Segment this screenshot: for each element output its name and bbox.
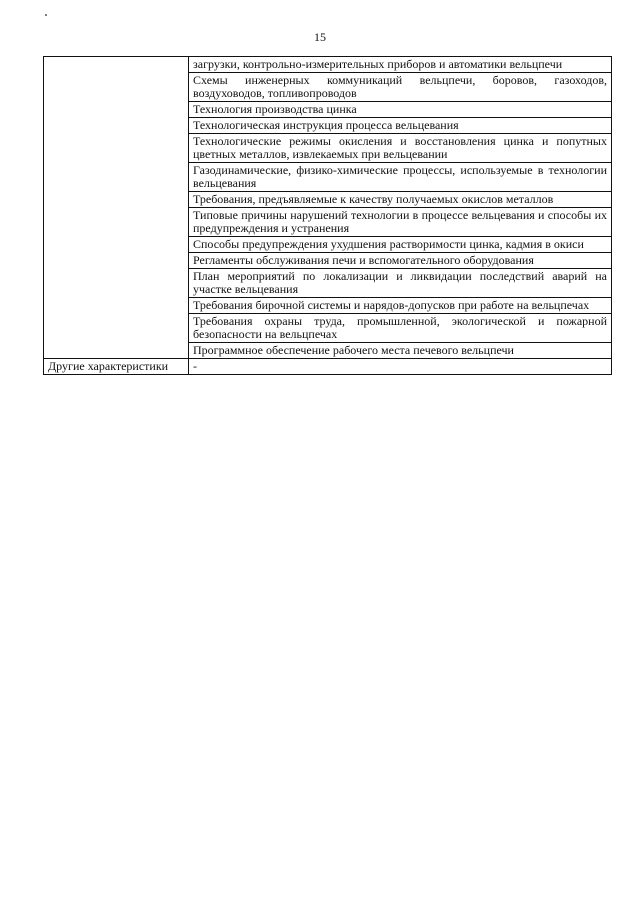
table-cell: Требования бирочной системы и нарядов-допусков при работе на вельцпечах [189, 298, 612, 314]
table-cell: Газодинамические, физико-химические процессы, используемые в технологии вельцевания [189, 163, 612, 192]
table-row-other-characteristics [44, 359, 612, 375]
table-cell: Схемы инженерных коммуникаций вельцпечи, боровов, газоходов, воздуховодов, топливопроводов [189, 73, 612, 102]
table-cell: Технологические режимы окисления и восстановления цинка и попутных цветных металлов, извлекаемых при вельцевании [189, 134, 612, 163]
table-cell: Требования охраны труда, промышленной, экологической и пожарной безопасности на вельцпечах [189, 314, 612, 343]
table-cell: Типовые причины нарушений технологии в процессе вельцевания и способы их предупреждения и устранения [189, 208, 612, 237]
other-characteristics-value: - [189, 359, 612, 375]
table-cell: Способы предупреждения ухудшения растворимости цинка, кадмия в окиси [189, 237, 612, 253]
scan-artifact-dot [45, 14, 47, 16]
table-cell: загрузки, контрольно-измерительных приборов и автоматики вельцпечи [189, 57, 612, 73]
table-cell: Требования, предъявляемые к качеству получаемых окислов металлов [189, 192, 612, 208]
page-number: 15 [314, 30, 326, 44]
table-cell: Регламенты обслуживания печи и вспомогательного оборудования [189, 253, 612, 269]
requirements-table [43, 56, 612, 375]
table-cell: Программное обеспечение рабочего места печевого вельцпечи [189, 343, 612, 359]
empty-label-cell [44, 57, 189, 359]
table-row [44, 57, 612, 73]
table-cell: Технология производства цинка [189, 102, 612, 118]
table-cell: План мероприятий по локализации и ликвидации последствий аварий на участке вельцевания [189, 269, 612, 298]
other-characteristics-label: Другие характеристики [44, 359, 189, 375]
table-cell: Технологическая инструкция процесса вельцевания [189, 118, 612, 134]
